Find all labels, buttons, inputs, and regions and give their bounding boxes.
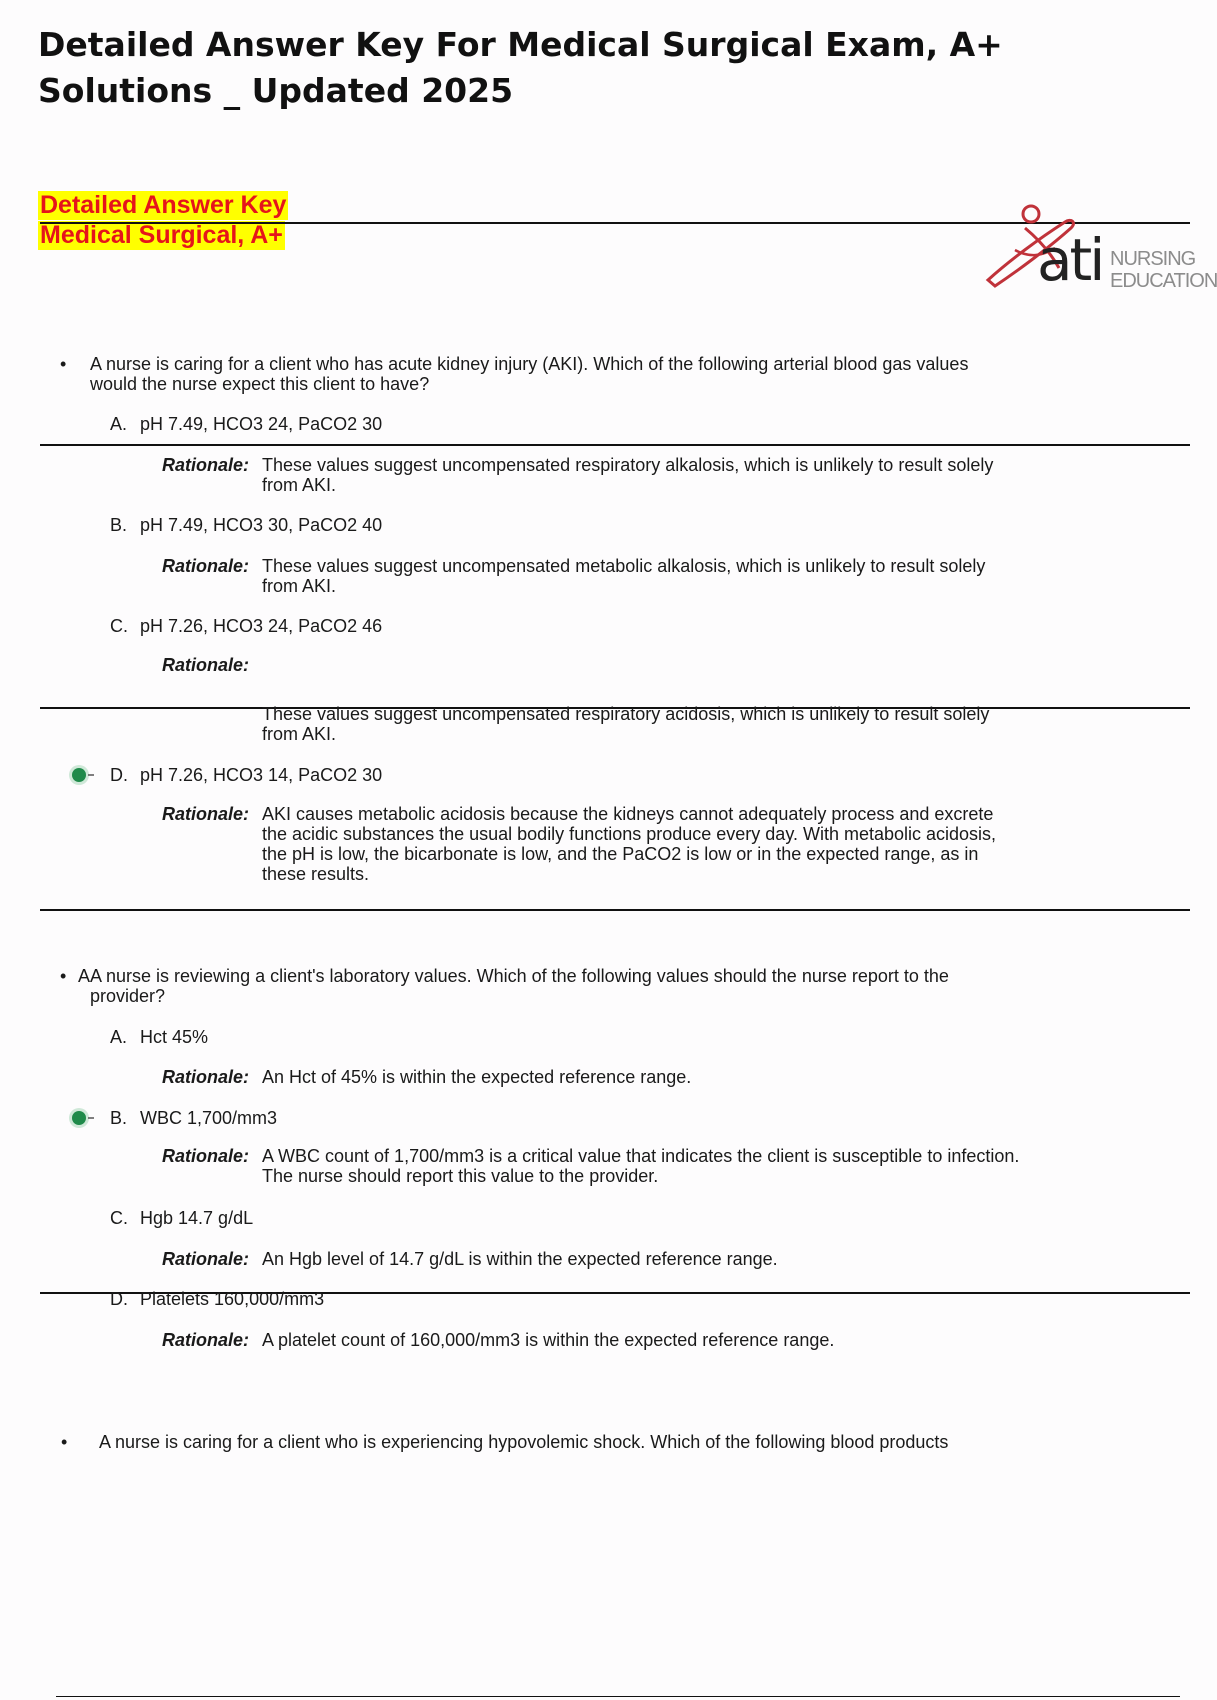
option-letter: C. xyxy=(110,616,128,636)
q1-option-c[interactable] xyxy=(110,616,382,636)
question-1-text-line2: would the nurse expect this client to have? xyxy=(90,374,430,394)
q1-option-a-rationale xyxy=(162,455,1102,495)
option-text: Hgb 14.7 g/dL xyxy=(140,1208,254,1228)
rationale-label: Rationale: xyxy=(162,455,250,475)
q2-option-b-rationale xyxy=(162,1146,1102,1186)
rationale-text-line: from AKI. xyxy=(262,475,337,495)
option-text: Hct 45% xyxy=(140,1027,209,1047)
option-letter: B. xyxy=(110,1108,128,1128)
q1-option-a[interactable] xyxy=(110,414,382,434)
option-letter: D. xyxy=(110,765,128,785)
rationale-text-line: A WBC count of 1,700/mm3 is a critical value that indicates the client is susceptible to infection. xyxy=(262,1146,1020,1166)
document-title: Detailed Answer Key For Medical Surgical Exam, A+ Solutions _ Updated 2025 xyxy=(38,25,1003,110)
q2-option-a[interactable] xyxy=(110,1027,208,1047)
rationale-text-line: A platelet count of 160,000/mm3 is within the expected reference range. xyxy=(262,1330,835,1350)
question-2-text-line1: AA nurse is reviewing a client's laboratory values. Which of the following values should the nurse report to the xyxy=(78,966,949,986)
q1-option-c-rationale-label xyxy=(162,655,1102,679)
rationale-text-line: AKI causes metabolic acidosis because the kidneys cannot adequately process and excrete xyxy=(262,804,994,824)
rationale-text-line: these results. xyxy=(262,864,370,884)
question-3 xyxy=(61,1432,1099,1452)
question-2-text-line2: provider? xyxy=(90,986,166,1006)
rationale-label: Rationale: xyxy=(162,556,250,576)
q2-option-b[interactable] xyxy=(110,1108,277,1128)
option-text: pH 7.26, HCO3 24, PaCO2 46 xyxy=(140,616,383,636)
rationale-label: Rationale: xyxy=(162,655,250,675)
q1-option-b-rationale xyxy=(162,556,1102,596)
rationale-text-line: from AKI. xyxy=(262,724,337,744)
question-1 xyxy=(60,354,1090,394)
highlight-heading-subject: Medical Surgical, A+ xyxy=(40,221,283,249)
option-text: pH 7.49, HCO3 24, PaCO2 30 xyxy=(140,414,383,434)
option-letter: A. xyxy=(110,414,128,434)
rationale-text-line: An Hgb level of 14.7 g/dL is within the expected reference range. xyxy=(262,1249,778,1269)
section-divider xyxy=(40,909,1190,911)
rationale-text-line: These values suggest uncompensated respiratory alkalosis, which is unlikely to result solely xyxy=(262,455,994,475)
footer-rule xyxy=(56,1696,1180,1697)
rationale-text-line: These values suggest uncompensated respiratory acidosis, which is unlikely to result solely xyxy=(262,704,990,724)
highlight-heading-answer-key: Detailed Answer Key xyxy=(40,191,287,219)
option-letter: C. xyxy=(110,1208,128,1228)
rationale-text-line: the acidic substances the usual bodily functions produce every day. With metabolic acidosis, xyxy=(262,824,997,844)
selected-answer-radio-icon[interactable] xyxy=(68,1107,90,1129)
rationale-text-line: the pH is low, the bicarbonate is low, and the PaCO2 is low or in the expected range, as in xyxy=(262,844,979,864)
option-letter: A. xyxy=(110,1027,128,1047)
option-letter: B. xyxy=(110,515,128,535)
rationale-label: Rationale: xyxy=(162,1146,250,1166)
question-3-text-line1: A nurse is caring for a client who is experiencing hypovolemic shock. Which of the following blood products xyxy=(99,1432,949,1452)
question-2 xyxy=(60,966,1078,1006)
option-letter: D. xyxy=(110,1289,128,1309)
bullet-icon: • xyxy=(60,354,67,374)
rationale-text-line: These values suggest uncompensated metabolic alkalosis, which is unlikely to result solely xyxy=(262,556,986,576)
logo-line-education: EDUCATION xyxy=(1110,270,1217,292)
rationale-label: Rationale: xyxy=(162,804,250,824)
q2-option-d-rationale xyxy=(162,1330,1102,1350)
q1-option-c-rationale xyxy=(162,704,1102,744)
option-text: pH 7.49, HCO3 30, PaCO2 40 xyxy=(140,515,383,535)
rationale-label: Rationale: xyxy=(162,1249,250,1269)
selected-answer-radio-icon[interactable] xyxy=(68,764,90,786)
rationale-label: Rationale: xyxy=(162,1067,250,1087)
q1-option-d-rationale xyxy=(162,804,1102,884)
logo-line-nursing: NURSING xyxy=(1110,248,1196,270)
q2-option-c-rationale xyxy=(162,1249,1102,1269)
option-text: WBC 1,700/mm3 xyxy=(140,1108,278,1128)
ati-nursing-education-logo xyxy=(985,198,1217,310)
q2-option-a-rationale xyxy=(162,1067,1102,1087)
page-break-rule xyxy=(40,444,1190,446)
rationale-text-line: An Hct of 45% is within the expected reference range. xyxy=(262,1067,692,1087)
option-text: Platelets 160,000/mm3 xyxy=(140,1289,325,1309)
question-1-text-line1: A nurse is caring for a client who has acute kidney injury (AKI). Which of the following arterial blood gas values xyxy=(90,354,969,374)
bullet-icon: • xyxy=(61,1432,68,1452)
option-text: pH 7.26, HCO3 14, PaCO2 30 xyxy=(140,765,383,785)
q1-option-b[interactable] xyxy=(110,515,382,535)
rationale-text-line: from AKI. xyxy=(262,576,337,596)
rationale-text-line: The nurse should report this value to the provider. xyxy=(262,1166,659,1186)
logo-wordmark: ati xyxy=(1037,226,1103,294)
q2-option-c[interactable] xyxy=(110,1208,253,1228)
rationale-label: Rationale: xyxy=(162,1330,250,1350)
q1-option-d[interactable] xyxy=(110,765,382,785)
bullet-icon: • xyxy=(60,966,67,986)
q2-option-d[interactable] xyxy=(110,1289,324,1309)
